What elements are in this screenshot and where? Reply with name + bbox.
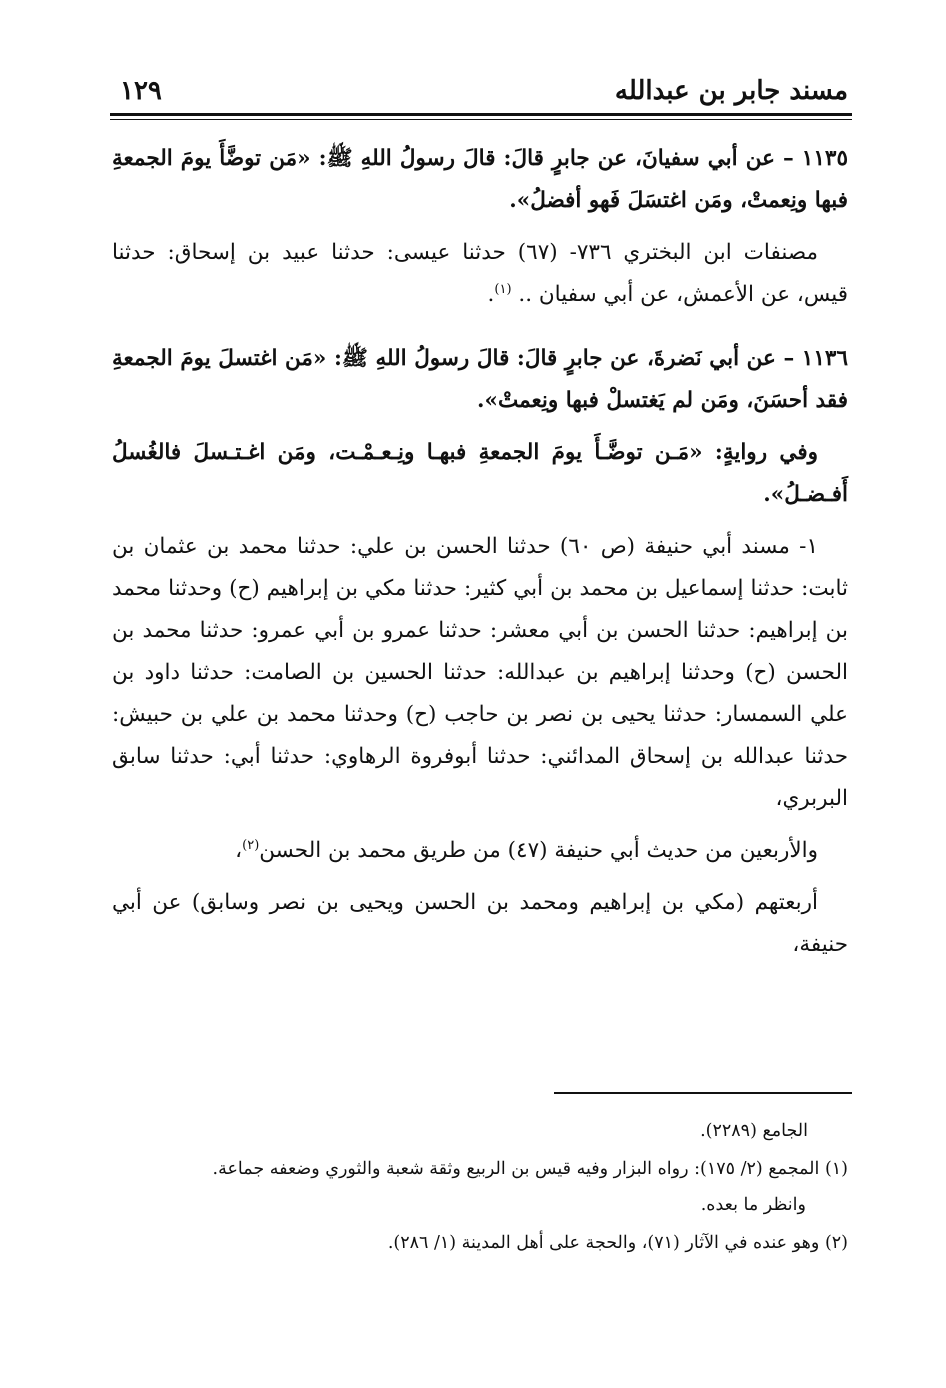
footnote-1 xyxy=(112,1150,848,1188)
hadith-1136-variant: وفي روايةٍ: «مَـن توضَّـأَ يومَ الجمعةِ فبهـا ونِـعـمْـت، ومَن اغـتـسلَ فالغُسلُ أَفـضـلُ». xyxy=(112,440,848,507)
footnote-marker: (٢) xyxy=(824,1233,848,1253)
footnote-marker: (١) xyxy=(824,1159,848,1179)
hadith-1135: ١١٣٥ – عن أبي سفيانَ، عن جابرٍ قالَ: قالَ رسولُ اللهِ ﷺ: «مَن توضَّأَ يومَ الجمعةِ فبها ونِعمتْ، ومَن اغتسَلَ فَهو أفضلُ». xyxy=(112,146,848,213)
footnote-text: المجمع (٢/ ١٧٥): رواه البزار وفيه قيس بن الربيع وثقة شعبة والثوري وضعفه جماعة. xyxy=(212,1159,820,1179)
isnad-musnad-abi-hanifa: ١- مسند أبي حنيفة (ص ٦٠) حدثنا الحسن بن علي: حدثنا محمد بن عثمان بن ثابت: حدثنا إسماعيل بن محمد بن أبي كثير: حدثنا مكي بن إبراهيم (ح) وحدثنا محمد بن إبراهيم: حدثنا الحسن بن أبي معشر: حدثنا عمرو بن أبي عمرو: حدثنا محمد بن الحسن (ح) وحدثنا إبراهيم بن عبدالله: حدثنا الحسين بن الصامت: حدثنا داود بن علي السمسار: حدثنا يحيى بن نصر بن حاجب (ح) وحدثنا محمد بن علي بن حبيش: حدثنا عبدالله بن إسحاق المدائني: حدثنا أبوفروة الرهاوي: حدثنا أبي: حدثنا سابق البربري، xyxy=(112,534,848,811)
footnote-ref-2: (٢) xyxy=(242,837,260,853)
footnote-reference: الجامع (٢٢٨٩). xyxy=(700,1121,808,1141)
page-header xyxy=(112,72,848,112)
punctuation: ، xyxy=(235,838,243,863)
source-arbain xyxy=(112,830,848,872)
hadith-1136: ١١٣٦ – عن أبي نَضرةَ، عن جابرٍ قالَ: قالَ رسولُ اللهِ ﷺ: «مَن اغتسلَ يومَ الجمعةِ فقد أحسَنَ، ومَن لم يَغتسلْ فبها ونِعمتْ». xyxy=(112,346,848,413)
footnote-ref-1: (١) xyxy=(494,281,512,297)
source-text: والأربعين من حديث أبي حنيفة (٤٧) من طريق محمد بن الحسن xyxy=(259,838,818,863)
footnote-2 xyxy=(112,1224,848,1262)
source-text: مصنفات ابن البختري ٧٣٦- (٦٧) حدثنا عيسى: حدثنا عبيد بن إسحاق: حدثنا قيس، عن الأعمش، عن أبي سفيان .. xyxy=(112,240,848,307)
page-number: ١٢٩ xyxy=(120,76,162,106)
footnote-text: وهو عنده في الآثار (٧١)، والحجة على أهل المدينة (١/ ٢٨٦). xyxy=(387,1233,820,1253)
isnad-summary: أربعتهم (مكي بن إبراهيم ومحمد بن الحسن ويحيى بن نصر وسابق) عن أبي حنيفة، xyxy=(112,890,848,957)
footnotes xyxy=(112,1112,848,1262)
header-rule-thin xyxy=(110,119,852,120)
footnote-1-continuation: وانظر ما بعده. xyxy=(700,1195,806,1215)
main-text xyxy=(112,138,848,976)
source-ibn-albakhtari: مصنفات ابن البختري ٧٣٦- (٦٧) حدثنا عيسى: حدثنا عبيد بن إسحاق: حدثنا قيس، عن الأعمش، عن أبي سفيان .. $^{(١)}$. xyxy=(112,240,848,307)
running-title: مسند جابر بن عبدالله xyxy=(614,76,848,106)
header-rule xyxy=(110,113,852,116)
footnote-separator xyxy=(554,1092,852,1094)
